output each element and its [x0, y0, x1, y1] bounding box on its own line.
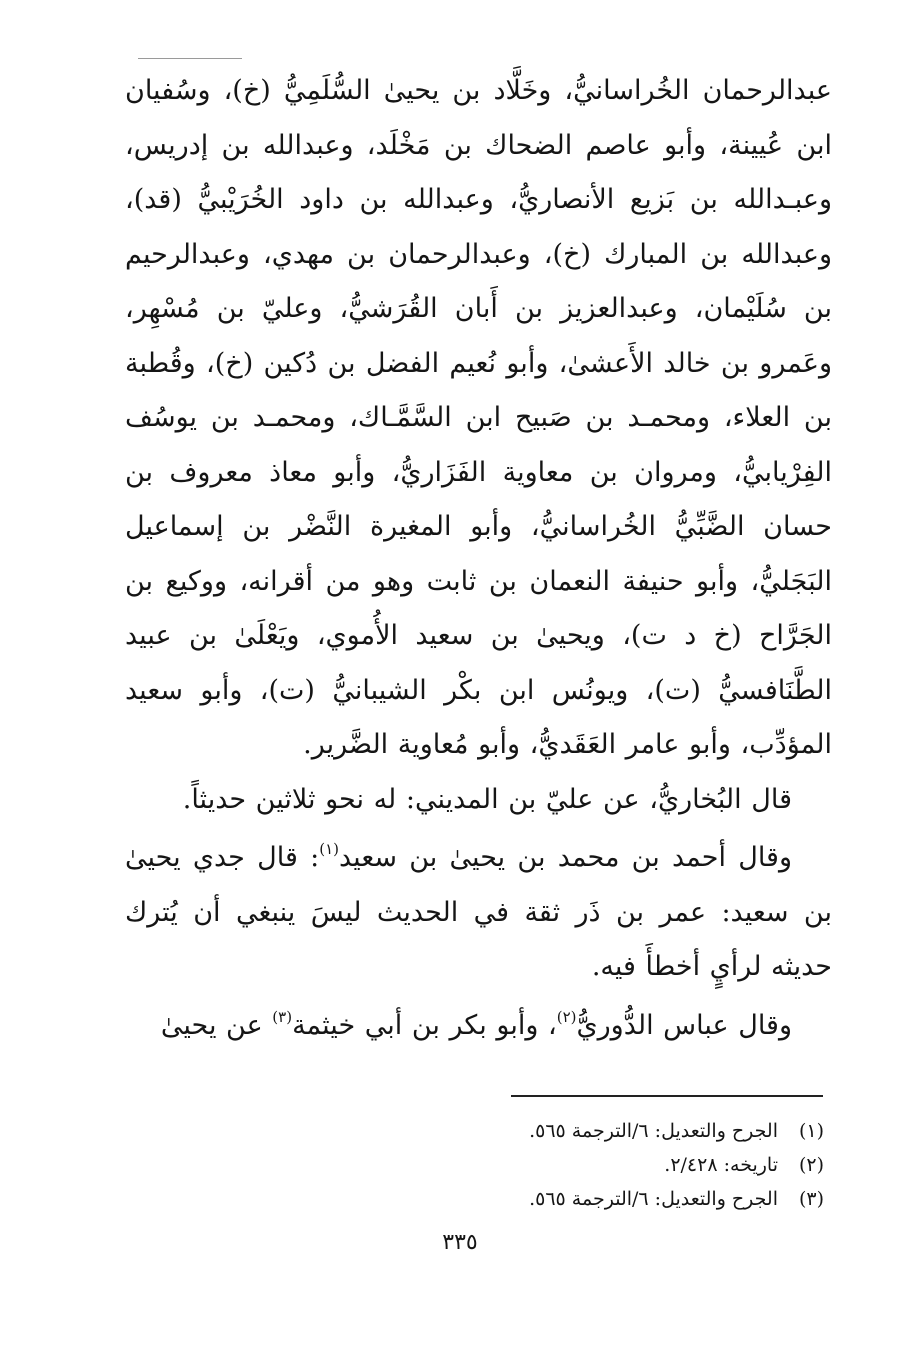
footnote-number: (١) — [798, 1120, 824, 1142]
paragraph-ahmad — [125, 831, 832, 995]
footnote-number: (٣) — [798, 1188, 824, 1210]
paragraph-abbas-text-3: عن يحيىٰ — [160, 1009, 273, 1041]
footnote-3 — [404, 1182, 824, 1216]
footnote-text: الجرح والتعديل: ٦/الترجمة ٥٦٥. — [529, 1120, 778, 1142]
footnote-text: الجرح والتعديل: ٦/الترجمة ٥٦٥. — [529, 1188, 778, 1210]
paragraph-ahmad-text-1: وقال أحمد بن محمد بن يحيىٰ بن سعيد — [339, 842, 793, 873]
footnote-text: تاريخه: ٢/٤٢٨. — [664, 1154, 778, 1176]
paragraph-abbas-text-2: ، وأبو بكر بن أبي خيثمة — [292, 1009, 557, 1041]
footnote-ref-1: (١) — [319, 840, 339, 858]
footnote-1 — [404, 1114, 824, 1148]
paragraph-ahmad-text-2: : قال جدي يحيىٰ بن سعيد: عمر بن ذَر ثقة في الحديث ليسَ ينبغي أن يُترك حديثه لرأيٍ أخطأَ فيه. — [125, 842, 832, 982]
paragraph-abbas — [125, 999, 832, 1054]
page-number: ٣٣٥ — [442, 1230, 478, 1255]
top-rule — [138, 58, 242, 59]
footnote-ref-2: (٢) — [556, 1007, 577, 1026]
main-text — [125, 64, 832, 1053]
footnote-number: (٢) — [798, 1154, 824, 1176]
footnote-2 — [404, 1148, 824, 1182]
paragraph-abbas-text-1: وقال عباس الدُّوريُّ — [576, 1009, 792, 1041]
footnote-divider — [511, 1095, 823, 1097]
paragraph-narrators: عبدالرحمان الخُراسانيُّ، وخَلَّاد بن يحيىٰ السُّلَمِيُّ (خ)، وسُفيان ابن عُيينة، وأبو عاصم الضحاك بن مَخْلَد، وعبدالله بن إدريس، وعبـدالله بن بَزيع الأنصاريُّ، وعبدالله بن داود الخُرَيْبيُّ (قد)، وعبدالله بن المبارك (خ)، وعبدالرحمان بن مهدي، وعبدالرحيم بن سُلَيْمان، وعبدالعزيز بن أَبان القُرَشيُّ، وعليّ بن مُسْهِر، وعَمرو بن خالد الأَعشىٰ، وأبو نُعيم الفضل بن دُكين (خ)، وقُطبة بن العلاء، ومحمـد بن صَبيح ابن السَّمَّـاك، ومحمـد بن يوسُف الفِرْيابيُّ، ومروان بن معاوية الفَزَاريُّ، وأبو معاذ معروف بن حسان الضَّبِّيُّ الخُراسانيُّ، وأبو المغيرة النَّضْر بن إسماعيل البَجَليُّ، وأبو حنيفة النعمان بن ثابت وهو من أقرانه، ووكيع بن الجَرَّاح (خ د ت)، ويحيىٰ بن سعيد الأُموي، ويَعْلَىٰ بن عبيد الطَّنَافسيُّ (ت)، ويونُس ابن بكْر الشيبانيُّ (ت)، وأبو سعيد المؤدِّب، وأبو عامر العَقَديُّ، وأبو مُعاوية الضَّرير. — [125, 75, 832, 760]
footnotes — [404, 1114, 824, 1216]
paragraph-bukhari: قال البُخاريُّ، عن عليّ بن المديني: له نحو ثلاثين حديثاً. — [182, 783, 792, 815]
footnote-ref-3: (٣) — [272, 1007, 293, 1026]
